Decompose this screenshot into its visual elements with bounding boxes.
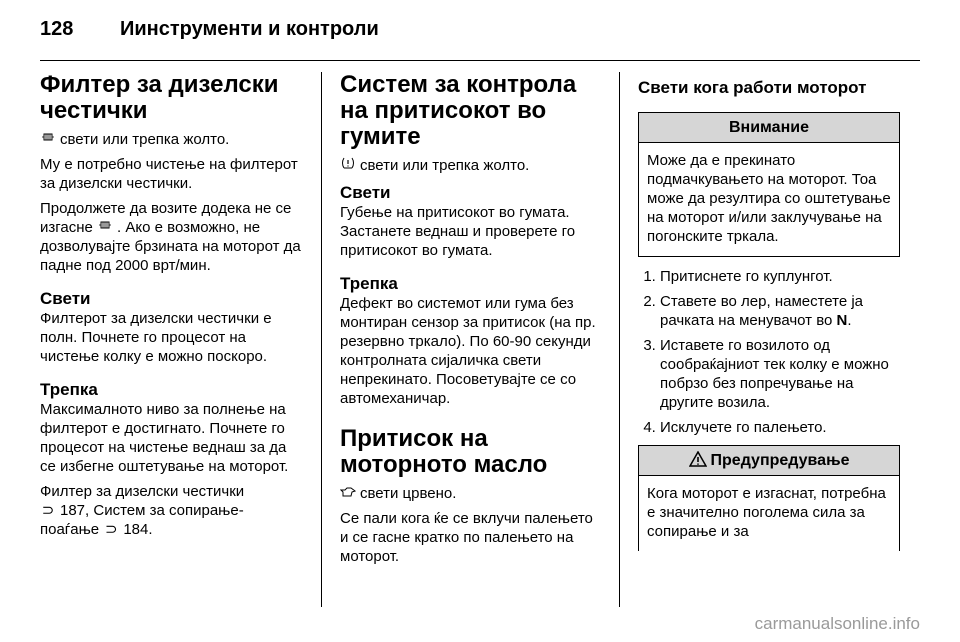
tpms-title: Систем за контрола на притисокот во гумите: [340, 71, 577, 150]
warning-text: Кога моторот е изгаснат, потребна е значително поголема сила за сопирање и за: [647, 485, 886, 540]
column-tire-pressure: [340, 72, 602, 572]
list-item: 1. Притиснете го куплунгот.: [660, 267, 900, 286]
oil-can-icon: [340, 484, 356, 503]
header-rule: [40, 60, 920, 61]
dpf-filter-icon: [97, 218, 113, 237]
tpms-flash-text: Дефект во системот или гума без монтиран сензор за притисок (на пр. резервно тркало). По 60-90 секунди контролната сијаличка свети непрекинато. Посоветувајте се со автомеханичар.: [340, 295, 596, 407]
tire-pressure-icon: [340, 156, 356, 175]
column-diesel-filter: [40, 72, 302, 545]
diesel-lit-text: Филтерот за дизелски честички е полн. Почнете го процесот на чистење колку е можно поскоро.: [40, 310, 272, 365]
column-divider-2: [619, 72, 620, 607]
watermark: carmanualsonline.info: [754, 614, 920, 633]
warning-box: [638, 445, 900, 551]
diesel-filter-title: Филтер за дизелски честички: [40, 71, 279, 124]
list-item: 3. Иставете го возилото од сообраќајниот тек колку е можно побрзо без попречување на другите возила.: [660, 336, 900, 412]
diesel-flash-text: Максималното ниво за полнење на филтерот е достигнато. Почнете го процесот на чистење веднаш за да се избегне оштетување на моторот.: [40, 401, 289, 475]
arrow-ref-icon: ⊃: [105, 521, 118, 538]
arrow-ref-icon: ⊃: [41, 502, 55, 519]
steps-list: [638, 267, 900, 437]
warning-triangle-icon: [689, 451, 707, 467]
dpf-filter-icon: [40, 130, 56, 149]
oil-pressure-title: Притисок на моторното масло: [340, 425, 548, 478]
oil-pressure-text: Се пали кога ќе се вклучи палењето и се гасне кратко по палењето на моторот.: [340, 510, 593, 565]
list-item: 2. Ставете во лер, наместете ја рачката на менувачот во N.: [660, 292, 900, 330]
diesel-lit-heading: Свети: [40, 289, 91, 308]
warning-header: Предупредување: [639, 446, 899, 476]
diesel-flash-heading: Трепка: [40, 380, 98, 399]
engine-running-title: Свети кога работи моторот: [638, 78, 867, 97]
oil-pressure-intro: свети црвено.: [340, 484, 602, 503]
column-engine-running: [638, 72, 900, 561]
section-title: Иинструменти и контроли: [120, 18, 379, 40]
diesel-filter-intro: свети или трепка жолто.: [40, 130, 302, 149]
page-header: [40, 18, 379, 41]
diesel-filter-p3: Продолжете да возите додека не се изгасне . Ако е возможно, не дозволувајте брзината на моторот да падне под 2000 врт/мин.: [40, 200, 301, 274]
tpms-flash-heading: Трепка: [340, 274, 398, 293]
notice-box: [638, 112, 900, 257]
notice-text: Може да е прекинато подмачкувањето на моторот. Тоа може да резултира со оштетување на моторот и/или заклучување на погонските тркала.: [647, 152, 891, 245]
list-item: 4. Исклучете го палењето.: [660, 418, 900, 437]
diesel-reference: Филтер за дизелски честички ⊃ 187, Систем за сопирање-поаѓање ⊃ 184.: [40, 483, 245, 538]
notice-title: Внимание: [639, 113, 899, 143]
page-number: 128: [40, 18, 74, 40]
tpms-lit-heading: Свети: [340, 183, 391, 202]
diesel-filter-p2: Му е потребно чистење на филтерот за дизелски честички.: [40, 156, 298, 192]
tpms-lit-text: Губење на притисокот во гумата. Застанете веднаш и проверете го притисокот во гумата.: [340, 204, 576, 259]
tpms-intro: свети или трепка жолто.: [340, 156, 602, 175]
column-divider-1: [321, 72, 322, 607]
